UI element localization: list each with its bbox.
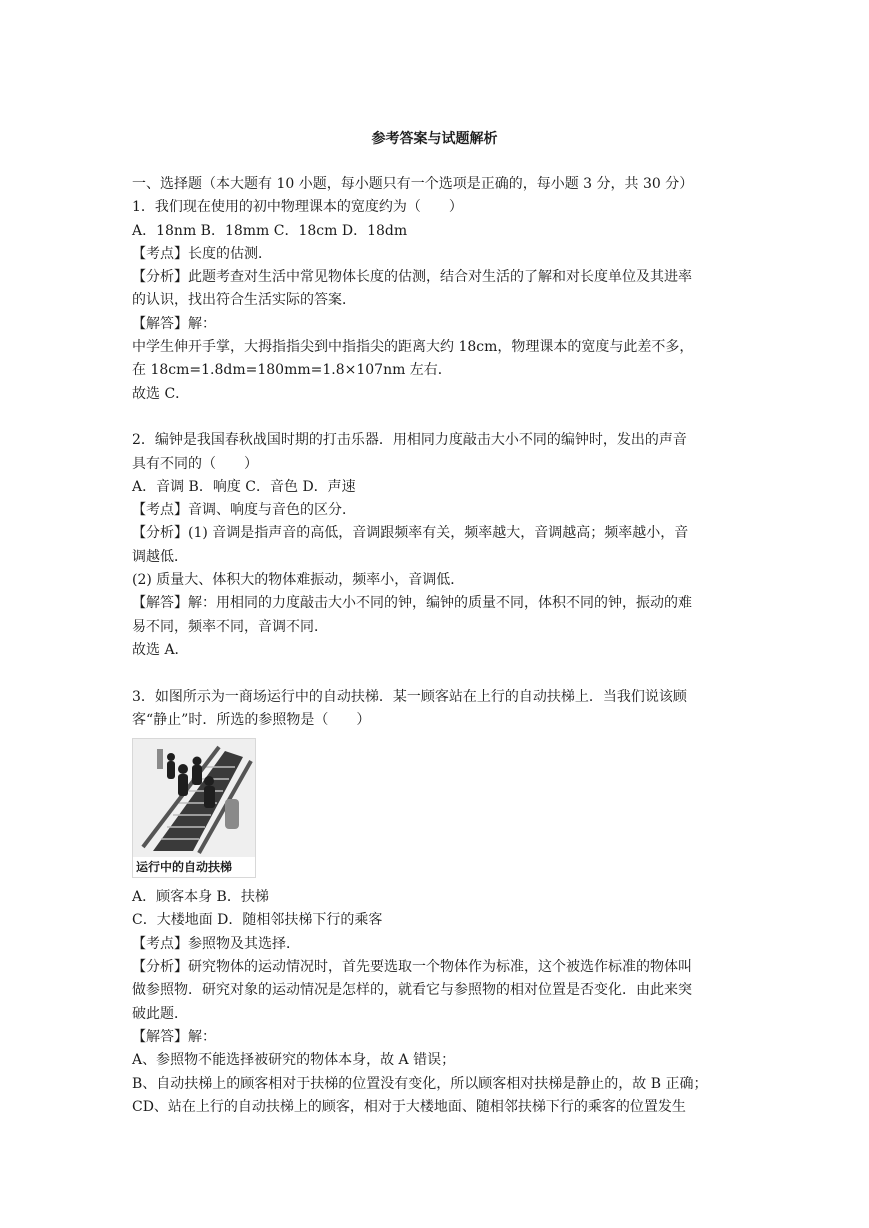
q1-solution-line-2: 在 18cm=1.8dm=180mm=1.8×107nm 左右． bbox=[132, 362, 452, 379]
spacer bbox=[132, 662, 742, 685]
q3-stem-line-2: 客“静止”时．所选的参照物是（ ） bbox=[132, 711, 371, 728]
q1-stem: 1．我们现在使用的初中物理课本的宽度约为（ ） bbox=[132, 199, 463, 216]
q3-solution-a: A、参照物不能选择被研究的物体本身，故 A 错误； bbox=[132, 1052, 456, 1069]
document-body bbox=[132, 173, 742, 1119]
q3-solution-b: B、自动扶梯上的顾客相对于扶梯的位置没有变化，所以顾客相对扶梯是静止的，故 B 正确； bbox=[132, 1075, 708, 1092]
q2-answer: 故选 A． bbox=[132, 641, 189, 658]
q2-kaodian: 【考点】音调、响度与音色的区分． bbox=[132, 502, 356, 519]
q3-solution-label: 【解答】解： bbox=[132, 1028, 216, 1045]
section-header: 一、选择题（本大题有 10 小题，每小题只有一个选项是正确的，每小题 3 分，共 30 分） bbox=[132, 176, 694, 192]
q2-solution-line-2: 易不同，频率不同，音调不同． bbox=[132, 618, 328, 635]
q1-solution-label: 【解答】解： bbox=[132, 315, 216, 332]
question-2 bbox=[132, 429, 742, 662]
escalator-figure bbox=[132, 738, 256, 878]
page-title: 参考答案与试题解析 bbox=[371, 131, 498, 147]
question-3 bbox=[132, 686, 742, 1120]
q3-kaodian: 【考点】参照物及其选择． bbox=[132, 935, 300, 952]
q1-answer: 故选 C． bbox=[132, 385, 190, 402]
q2-stem-line-1: 2．编钟是我国春秋战国时期的打击乐器．用相同力度敲击大小不同的编钟时，发出的声音 bbox=[132, 432, 687, 449]
escalator-illustration bbox=[133, 739, 255, 857]
q3-stem-line-1: 3．如图所示为一商场运行中的自动扶梯．某一顾客站在上行的自动扶梯上．当我们说该顾 bbox=[132, 688, 687, 705]
q3-solution-cd: CD、站在上行的自动扶梯上的顾客，相对于大楼地面、随相邻扶梯下行的乘客的位置发生 bbox=[132, 1098, 686, 1115]
q3-analysis-line-2: 做参照物．研究对象的运动情况是怎样的，就看它与参照物的相对位置是否变化．由此来突 bbox=[132, 982, 692, 999]
q3-analysis-line-1: 【分析】研究物体的运动情况时，首先要选取一个物体作为标准，这个被选作标准的物体叫 bbox=[132, 959, 692, 976]
q1-analysis-line-1: 【分析】此题考查对生活中常见物体长度的估测，结合对生活的了解和对长度单位及其进率 bbox=[132, 269, 692, 286]
question-1 bbox=[132, 196, 742, 406]
q1-solution-line-1: 中学生伸开手掌，大拇指指尖到中指指尖的距离大约 18cm，物理课本的宽度与此差不多， bbox=[132, 339, 694, 356]
q3-options-line-2: C．大楼地面 D．随相邻扶梯下行的乘客 bbox=[132, 912, 383, 929]
q2-stem-line-2: 具有不同的（ ） bbox=[132, 455, 258, 472]
q2-analysis-line-2: 调越低． bbox=[132, 548, 188, 565]
q1-kaodian: 【考点】长度的估测． bbox=[132, 245, 272, 262]
spacer bbox=[132, 406, 742, 429]
figure-caption: 运行中的自动扶梯 bbox=[133, 857, 255, 877]
q3-options-line-1: A．顾客本身 B．扶梯 bbox=[132, 889, 269, 906]
q1-analysis-line-2: 的认识，找出符合生活实际的答案． bbox=[132, 292, 356, 309]
q2-solution-line-1: 【解答】解：用相同的力度敲击大小不同的钟，编钟的质量不同，体积不同的钟，振动的难 bbox=[132, 595, 692, 612]
q2-options: A．音调 B．响度 C．音色 D．声速 bbox=[132, 478, 356, 495]
q2-analysis-line-1: 【分析】(1) 音调是指声音的高低，音调跟频率有关，频率越大，音调越高；频率越小，音 bbox=[132, 525, 689, 542]
q1-options: A．18nm B．18mm C．18cm D．18dm bbox=[132, 222, 408, 239]
q2-analysis-line-3: (2) 质量大、体积大的物体难振动，频率小，音调低． bbox=[132, 572, 465, 589]
q3-analysis-line-3: 破此题． bbox=[132, 1005, 188, 1022]
